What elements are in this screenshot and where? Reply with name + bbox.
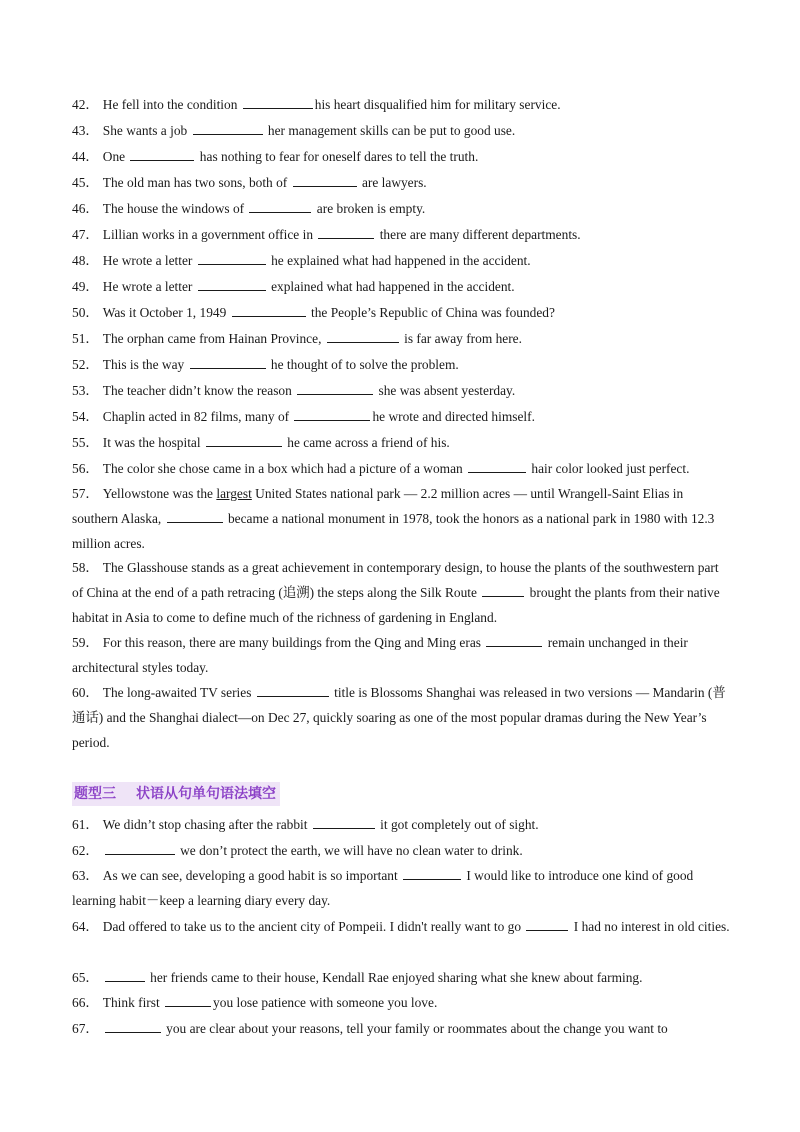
answer-blank[interactable] [257, 682, 329, 697]
answer-blank[interactable] [313, 814, 375, 829]
answer-blank[interactable] [486, 632, 542, 647]
answer-blank[interactable] [468, 458, 526, 473]
question-65: 65． her friends came to their house, Kendall Rae enjoyed sharing what she knew about farming. [72, 965, 732, 990]
answer-blank[interactable] [297, 380, 373, 395]
question-47: 47． Lillian works in a government office in there are many different departments. [72, 222, 732, 247]
question-64: 64． Dad offered to take us to the ancient city of Pompeii. I didn't really want to go I had no interest in old cities. [72, 914, 732, 939]
question-57: 57． Yellowstone was the largest United States national park — 2.2 million acres — until Wrangell-Saint Elias in southern Alaska, became a national monument in 1978, took the honors as a national park in 1980 with 12.3 million acres. [72, 486, 715, 551]
answer-blank[interactable] [403, 865, 461, 880]
question-48: 48． He wrote a letter he explained what had happened in the accident. [72, 248, 732, 273]
question-50: 50． Was it October 1, 1949 the People’s Republic of China was founded? [72, 300, 732, 325]
answer-blank[interactable] [243, 94, 313, 109]
question-63: 63． As we can see, developing a good habit is so important I would like to introduce one kind of good learning habit－keep a learning diary every day. [72, 863, 732, 913]
answer-blank[interactable] [165, 992, 211, 1007]
question-52: 52． This is the way he thought of to solve the problem. [72, 352, 732, 377]
question-56: 56． The color she chose came in a box which had a picture of a woman hair color looked just perfect. [72, 456, 732, 481]
answer-blank[interactable] [526, 916, 568, 931]
answer-blank[interactable] [482, 582, 524, 597]
question-45: 45． The old man has two sons, both of are lawyers. [72, 170, 732, 195]
question-42: 42． He fell into the condition his heart disqualified him for military service. [72, 92, 732, 117]
underlined-word: largest [216, 486, 252, 501]
answer-blank[interactable] [190, 354, 266, 369]
answer-blank[interactable] [232, 302, 306, 317]
question-54: 54． Chaplin acted in 82 films, many of he wrote and directed himself. [72, 404, 732, 429]
question-49: 49． He wrote a letter explained what had happened in the accident. [72, 274, 732, 299]
question-58: 58． The Glasshouse stands as a great achievement in contemporary design, to house the plants of the southwestern part of China at the end of a path retracing (追溯) the steps along the Silk Route brought the plants from their native habitat in Asia to come to define much of the richness of gardening in England. [72, 560, 720, 625]
answer-blank[interactable] [193, 120, 263, 135]
question-55: 55． It was the hospital he came across a friend of his. [72, 430, 732, 455]
answer-blank[interactable] [206, 432, 282, 447]
question-44: 44． One has nothing to fear for oneself dares to tell the truth. [72, 144, 732, 169]
question-66: 66． Think first you lose patience with someone you love. [72, 990, 732, 1015]
question-60: 60． The long-awaited TV series title is Blossoms Shanghai was released in two versions — Mandarin (普通话) and the Shanghai dialect—on Dec 27, quickly soaring as one of the most popular dramas during the New Year’s period. [72, 680, 732, 755]
answer-blank[interactable] [327, 328, 399, 343]
question-61: 61． We didn’t stop chasing after the rabbit it got completely out of sight. [72, 812, 732, 837]
section-header [72, 782, 280, 806]
answer-blank[interactable] [130, 146, 194, 161]
answer-blank[interactable] [105, 840, 175, 855]
question-59: 59． For this reason, there are many buildings from the Qing and Ming eras remain unchanged in their architectural styles today. [72, 630, 732, 680]
answer-blank[interactable] [318, 224, 374, 239]
section-label: 题型三 [74, 786, 116, 802]
answer-blank[interactable] [293, 172, 357, 187]
question-67: 67． you are clear about your reasons, tell your family or roommates about the change you want to [72, 1016, 732, 1041]
question-53: 53． The teacher didn’t know the reason she was absent yesterday. [72, 378, 732, 403]
section-title: 状语从句单句语法填空 [136, 786, 276, 802]
answer-blank[interactable] [249, 198, 311, 213]
answer-blank[interactable] [167, 508, 223, 523]
answer-blank[interactable] [294, 406, 370, 421]
answer-blank[interactable] [198, 276, 266, 291]
question-43: 43． She wants a job her management skills can be put to good use. [72, 118, 732, 143]
answer-blank[interactable] [105, 1018, 161, 1033]
answer-blank[interactable] [198, 250, 266, 265]
answer-blank[interactable] [105, 967, 145, 982]
question-46: 46． The house the windows of are broken is empty. [72, 196, 732, 221]
question-62: 62． we don’t protect the earth, we will have no clean water to drink. [72, 838, 732, 863]
question-51: 51． The orphan came from Hainan Province, is far away from here. [72, 326, 732, 351]
